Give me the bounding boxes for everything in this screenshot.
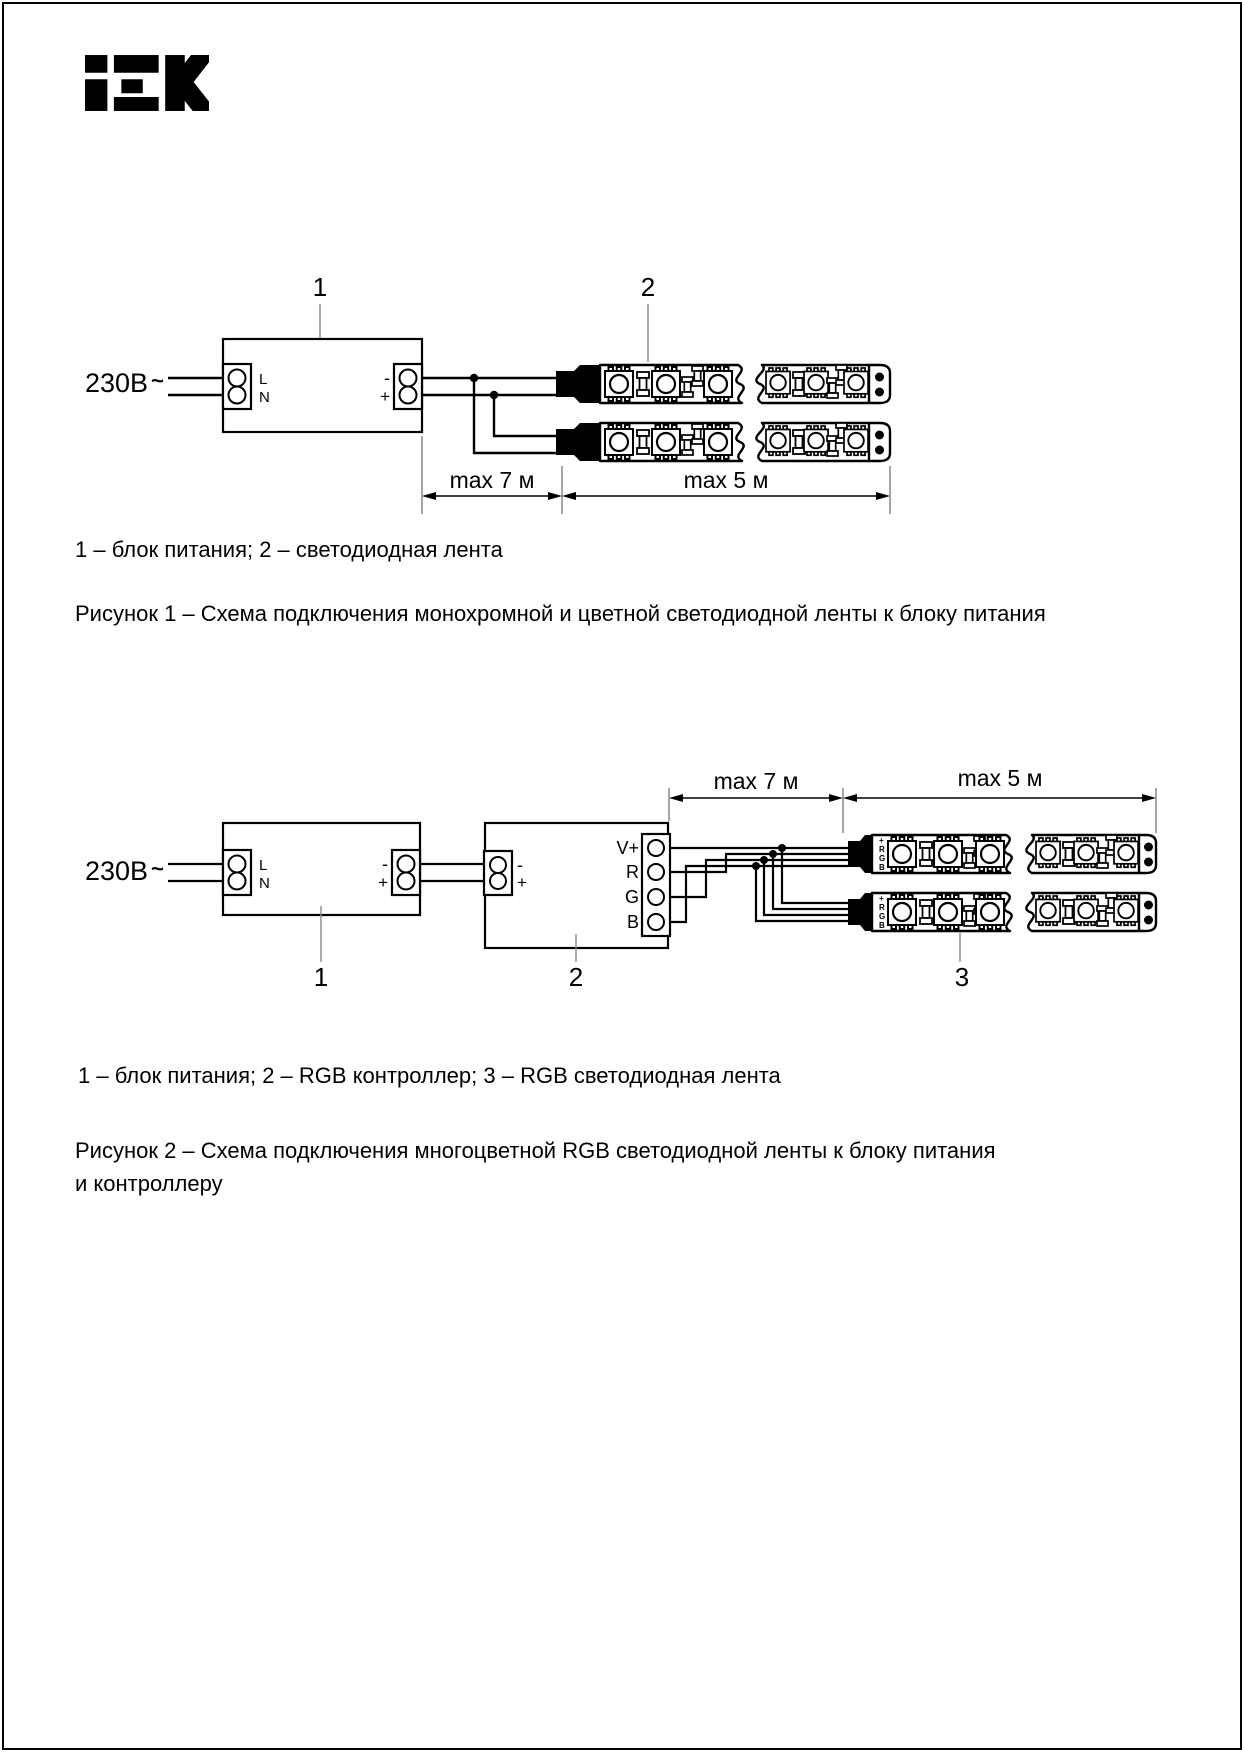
- arrowhead: [829, 794, 843, 802]
- fig2-ctrl-screw-r: [648, 864, 664, 880]
- led-module: [652, 367, 680, 401]
- fig1-dim-wire-label: max 7 м: [449, 467, 535, 493]
- figure2-caption-line2: и контроллеру: [75, 1171, 223, 1196]
- fig1-strip-label: 2: [640, 272, 656, 302]
- fig1-branch-wire-plus: [494, 395, 556, 436]
- fig1-label-plus: +: [380, 387, 390, 406]
- fig2-label-neutral: N: [259, 875, 270, 892]
- fig2-ctrl-label-minus: -: [517, 855, 523, 875]
- fig2-ctrl-screw-b: [648, 914, 664, 930]
- fig2-label-minus: -: [382, 854, 388, 874]
- led-module: [1114, 838, 1138, 867]
- figure2-caption: [75, 1134, 996, 1200]
- fig1-led-strip-row: [556, 365, 890, 403]
- arrowhead: [548, 492, 562, 500]
- fig2-out-label-vplus: V+: [616, 838, 639, 858]
- resistor: [682, 377, 693, 397]
- arrowhead: [843, 794, 857, 802]
- fig2-ctrl-label-plus: +: [517, 873, 527, 892]
- fig2-out-label-r: R: [626, 862, 639, 882]
- fig2-terminal-screw-plus: [398, 873, 415, 890]
- solder-pad: [875, 373, 884, 382]
- fig1-label-live: L: [259, 371, 268, 388]
- arrowhead: [669, 794, 683, 802]
- fig2-ctrl-screw-minus: [490, 857, 506, 873]
- fig2-dim-wire-label: max 7 м: [713, 768, 799, 794]
- fig2-terminal-screw-n: [229, 873, 246, 890]
- fig1-ac-symbol: ~: [151, 368, 164, 393]
- fig1-label-neutral: N: [259, 389, 270, 406]
- arrowhead: [562, 492, 576, 500]
- fig1-terminal-screw-minus: [400, 370, 417, 387]
- led-module: [1074, 838, 1098, 867]
- fig2-strip-label: 3: [954, 962, 970, 992]
- resistor: [920, 842, 932, 866]
- fig2-branch-b: [756, 866, 848, 921]
- solder-pad: [875, 388, 884, 397]
- fig1-terminal-screw-n: [229, 387, 246, 404]
- fig2-out-label-g: G: [624, 887, 639, 907]
- strip-pin-b: B: [879, 863, 885, 872]
- fig2-voltage-label: 230В: [85, 856, 149, 886]
- fig1-psu-label: 1: [312, 272, 328, 302]
- fig2-rgb-strip-row: [848, 835, 1156, 873]
- strip-pin-g: G: [879, 854, 886, 863]
- strip-polarity-mark: +: [606, 393, 612, 403]
- led-module: [976, 837, 1004, 871]
- arrowhead: [422, 492, 436, 500]
- fig2-wire-b: [670, 866, 848, 922]
- fig2-branch-g: [764, 860, 848, 915]
- figure2-legend: 1 – блок питания; 2 – RGB контроллер; 3 – RGB светодиодная лента: [78, 1063, 781, 1088]
- resistor: [637, 372, 649, 396]
- solder-pad: [1144, 843, 1153, 852]
- led-module: [888, 837, 916, 871]
- arrowhead: [876, 492, 890, 500]
- figure1-diagram: [85, 272, 890, 514]
- strip-connector: [556, 365, 604, 403]
- fig2-label-live: L: [259, 857, 268, 874]
- led-module: [804, 368, 828, 397]
- iek-logo: [85, 55, 209, 111]
- strip-pin-plus: +: [879, 836, 884, 845]
- fig2-terminal-screw-minus: [398, 856, 415, 873]
- fig2-rgb-strip-row-2: [848, 893, 1156, 931]
- figure2-caption-line1: Рисунок 2 – Схема подключения многоцветной RGB светодиодной ленты к блоку питания: [75, 1138, 996, 1163]
- fig1-led-strip-row-2: [556, 423, 890, 461]
- figure1-legend: 1 – блок питания; 2 – светодиодная лента: [75, 537, 503, 562]
- strip-pin-r: R: [879, 845, 885, 854]
- fig2-label-plus: +: [378, 873, 388, 892]
- fig1-dim-strip-label: max 5 м: [683, 467, 769, 493]
- led-module: [766, 368, 790, 397]
- fig2-ac-symbol: ~: [151, 856, 164, 881]
- fig1-voltage-label: 230В: [85, 368, 149, 398]
- arrowhead: [1142, 794, 1156, 802]
- fig2-terminal-screw-l: [229, 856, 246, 873]
- fig2-branch-vplus: [782, 848, 848, 903]
- fig2-out-label-b: B: [626, 912, 639, 932]
- fig2-dim-strip-label: max 5 м: [957, 765, 1043, 791]
- led-module: [934, 837, 962, 871]
- fig2-ctrl-screw-vplus: [648, 840, 664, 856]
- iek-logo-glyphs: [85, 55, 209, 111]
- fig2-psu-label: 1: [313, 962, 329, 992]
- fig2-wire-r: [670, 854, 848, 872]
- fig2-ctrl-screw-g: [648, 889, 664, 905]
- fig2-ctrl-screw-plus: [490, 873, 506, 889]
- fig1-terminal-screw-plus: [400, 387, 417, 404]
- figure1-caption: Рисунок 1 – Схема подключения монохромной и цветной светодиодной ленты к блоку питания: [75, 601, 1046, 626]
- resistor: [692, 366, 703, 386]
- solder-pad: [1144, 858, 1153, 867]
- figure2-diagram: [85, 765, 1156, 992]
- fig1-psu-box: [223, 339, 422, 432]
- fig2-psu-box: [223, 823, 420, 915]
- fig2-controller-label: 2: [568, 962, 584, 992]
- fig1-branch-wire-minus: [474, 378, 556, 453]
- fig2-branch-r: [773, 854, 848, 909]
- fig1-terminal-screw-l: [229, 370, 246, 387]
- led-module: [844, 368, 868, 397]
- led-module: [704, 367, 732, 401]
- fig1-label-minus: -: [384, 368, 390, 388]
- led-module: [1036, 838, 1060, 867]
